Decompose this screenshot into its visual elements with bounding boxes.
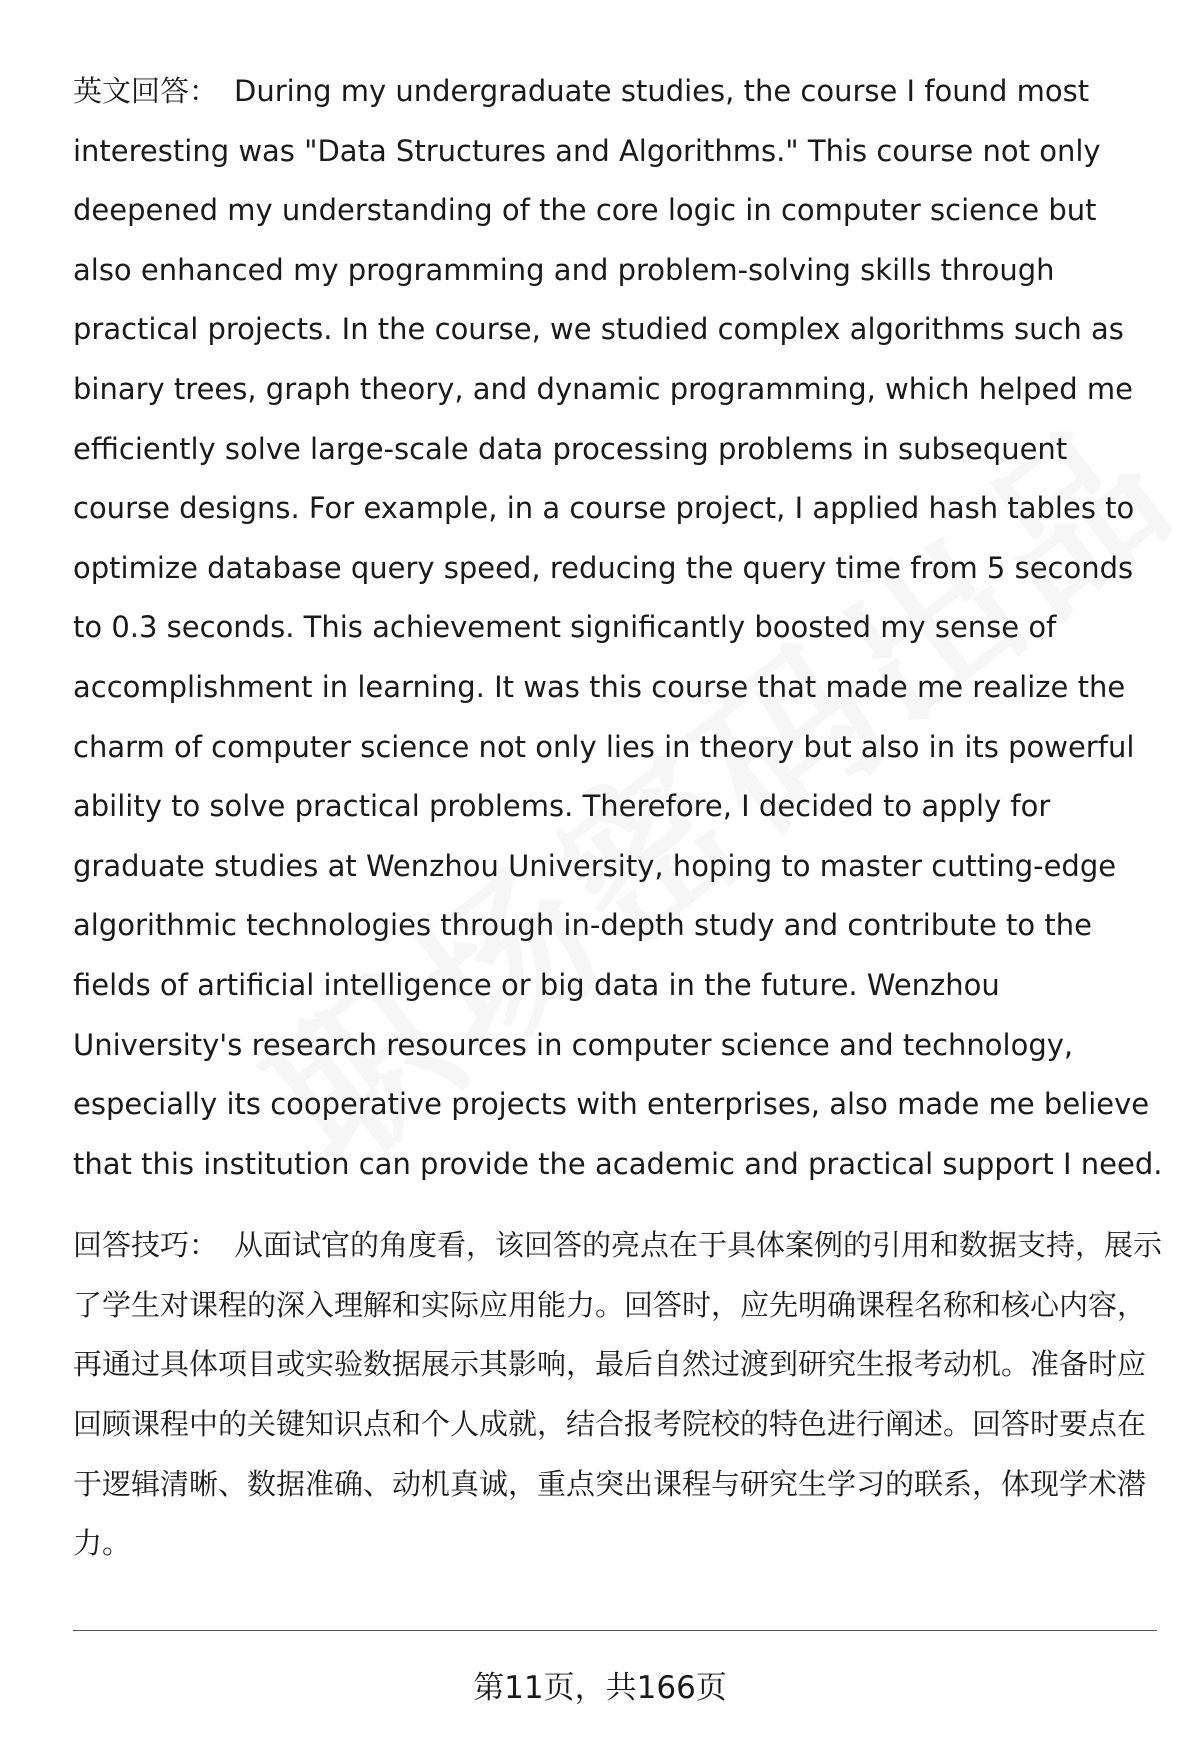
english-answer-paragraph — [73, 62, 1163, 1194]
english-answer-label: 英文回答： — [73, 74, 219, 108]
page-number: 第11页，共166页 — [473, 1670, 727, 1706]
english-answer-text: During my undergraduate studies, the course I found most interesting was "Data Structures and Algorithms." This course not only deepened my understanding of the core logic in computer science but also enhanced my programming and problem-solving skills through practical projects. In the course, we studied complex algorithms such as binary trees, graph theory, and dynamic programming, which helped me efficiently solve large-scale data processing problems in subsequent course designs. For example, in a course project, I applied hash tables to optimize database query speed, reducing the query time from 5 seconds to 0.3 seconds. This achievement significantly boosted my sense of accomplishment in learning. It was this course that made me realize the charm of computer science not only lies in theory but also in its powerful ability to solve practical problems. Therefore, I decided to apply for graduate studies at Wenzhou University, hoping to master cutting-edge algorithmic technologies through in-depth study and contribute to the fields of artificial intelligence or big data in the future. Wenzhou University's research resources in computer science and technology, especially its cooperative projects with enterprises, also made me believe that this institution can provide the academic and practical support I need. — [73, 74, 1163, 1181]
answer-tips-paragraph — [73, 1216, 1163, 1574]
page-content — [73, 62, 1163, 1574]
answer-tips-text: 从面试官的角度看，该回答的亮点在于具体案例的引用和数据支持，展示了学生对课程的深入理解和实际应用能力。回答时，应先明确课程名称和核心内容，再通过具体项目或实验数据展示其影响，最后自然过渡到研究生报考动机。准备时应回顾课程中的关键知识点和个人成就，结合报考院校的特色进行阐述。回答时要点在于逻辑清晰、数据准确、动机真诚，重点突出课程与研究生学习的联系，体现学术潜力。 — [73, 1228, 1163, 1561]
answer-tips-label: 回答技巧： — [73, 1228, 219, 1263]
footer-divider — [73, 1630, 1157, 1631]
